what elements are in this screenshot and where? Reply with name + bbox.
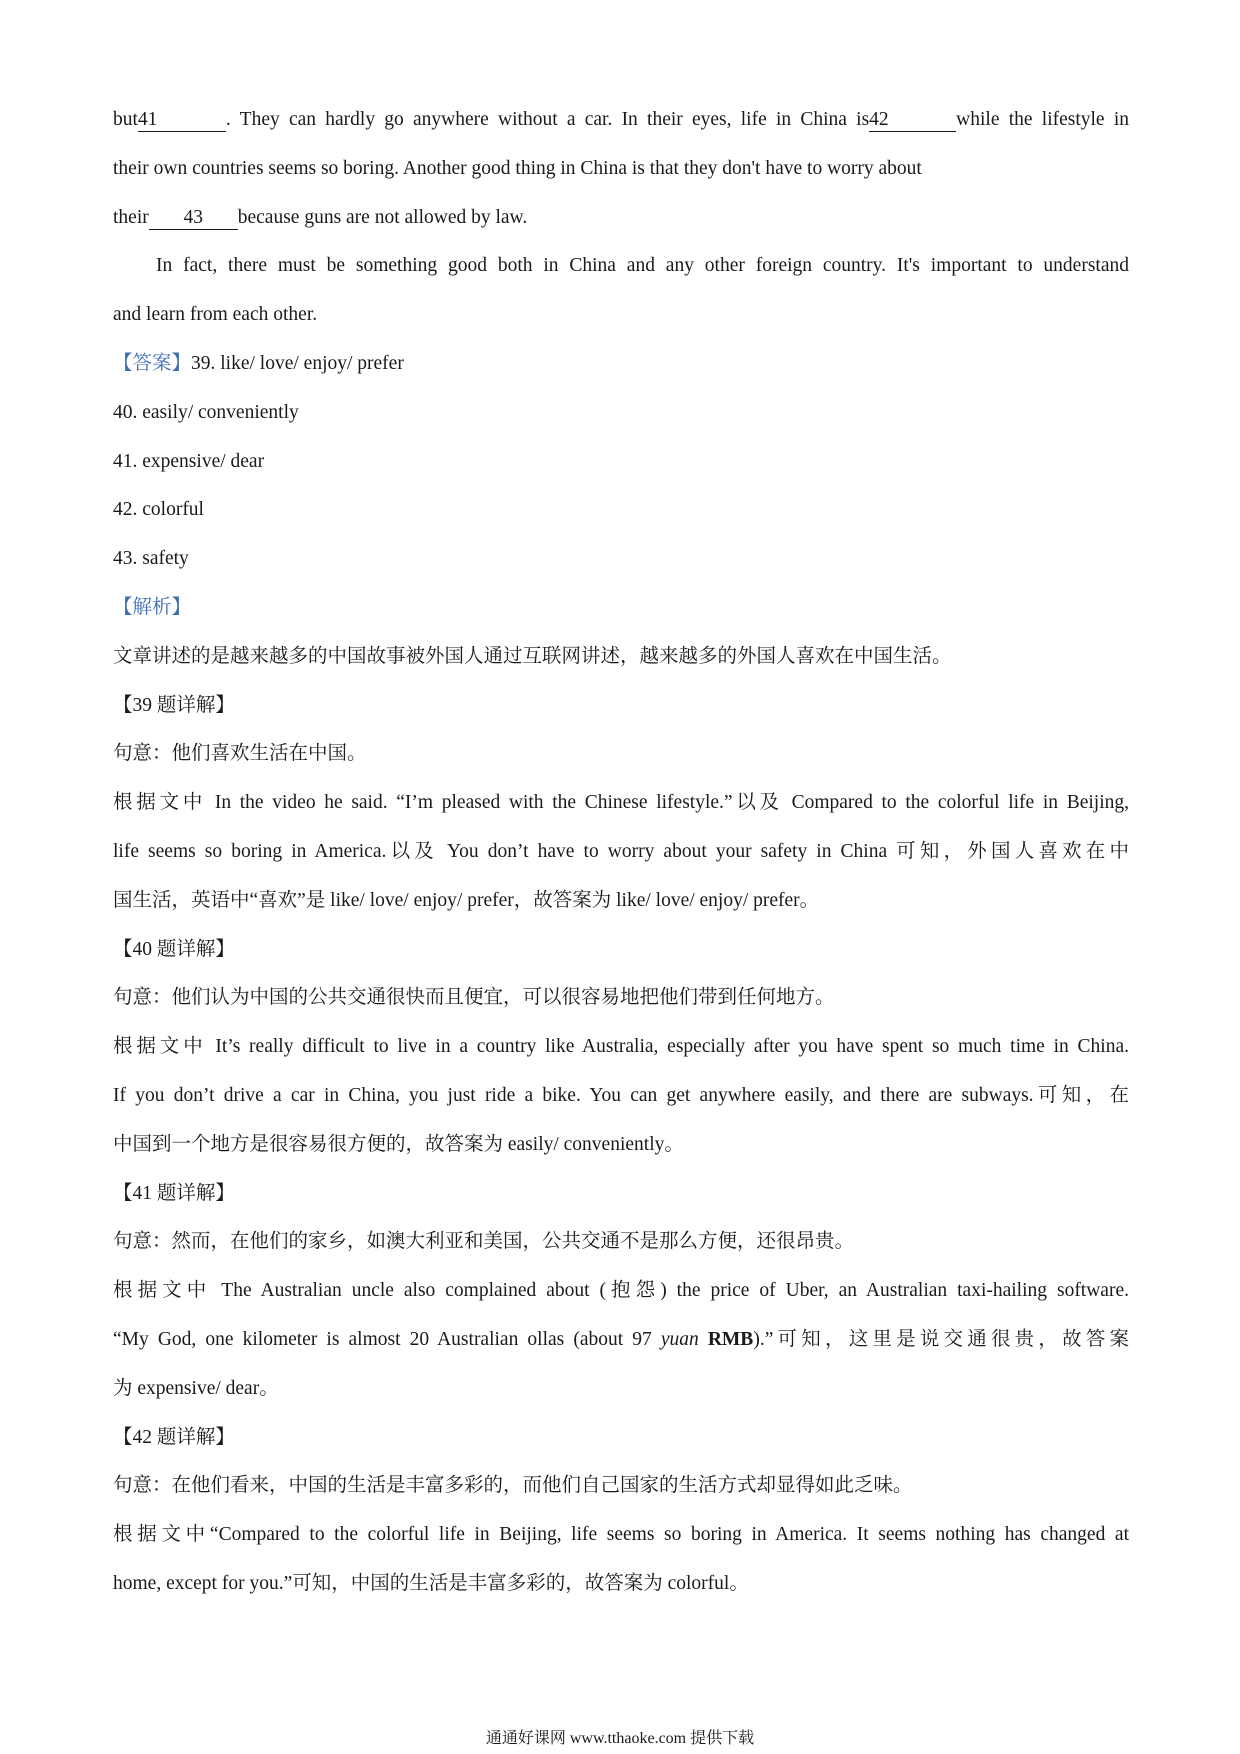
q40-meaning: 句意：他们认为中国的公共交通很快而且便宜，可以很容易地把他们带到任何地方。 xyxy=(113,987,835,1009)
answer-40: 40. easily/ conveniently xyxy=(113,401,299,423)
q40-line-2: If you don’t drive a car in China, you just ride a bike. You can get anywhere easily, and there are subways.可知，在 xyxy=(113,1084,1129,1106)
q41-meaning: 句意：然而，在他们的家乡，如澳大利亚和美国，公共交通不是那么方便，还很昂贵。 xyxy=(113,1231,855,1253)
q39-line-3: 国生活，英语中“喜欢”是 like/ love/ enjoy/ prefer，故答案为 like/ love/ enjoy/ prefer。 xyxy=(113,889,820,911)
answer-tag: 【答案】 xyxy=(113,352,192,374)
q42-line-1: 根据文中“Compared to the colorful life in Beijing, life seems so boring in America. It seems nothing has changed at xyxy=(113,1524,1129,1546)
passage-line-2: their own countries seems so boring. Another good thing in China is that they don't have to worry about xyxy=(113,157,922,179)
answer-43: 43. safety xyxy=(113,548,189,570)
q39-meaning: 句意：他们喜欢生活在中国。 xyxy=(113,743,367,765)
q42-heading: 【42 题详解】 xyxy=(113,1426,235,1448)
passage-line-1: but41 . They can hardly go anywhere without a car. In their eyes, life in China is42 while the lifestyle in xyxy=(113,109,1129,130)
q41-line-2: “My God, one kilometer is almost 20 Australian ollas (about 97 yuan RMB).”可知，这里是说交通很贵，故答案 xyxy=(113,1328,1130,1350)
q39-heading: 【39 题详解】 xyxy=(113,694,235,716)
q39-line-1: 根据文中 In the video he said. “I’m pleased with the Chinese lifestyle.”以及 Compared to the colorful life in Beijing, xyxy=(113,792,1129,814)
passage-line-4: In fact, there must be something good both in China and any other foreign country. It's important to understand xyxy=(156,255,1129,277)
document-page xyxy=(113,96,1129,1609)
blank-43: 43 xyxy=(149,207,238,230)
passage-line-5: and learn from each other. xyxy=(113,304,318,326)
q42-meaning: 句意：在他们看来，中国的生活是丰富多彩的，而他们自己国家的生活方式却显得如此乏味。 xyxy=(113,1475,913,1497)
q40-heading: 【40 题详解】 xyxy=(113,938,235,960)
q42-line-2: home, except for you.”可知，中国的生活是丰富多彩的，故答案为 colorful。 xyxy=(113,1572,749,1594)
page-footer: 通通好课网 www.tthaoke.com 提供下载 xyxy=(485,1730,755,1747)
q41-line-1: 根据文中 The Australian uncle also complained about (抱怨) the price of Uber, an Australian taxi-hailing software. xyxy=(113,1280,1129,1302)
blank-41: 41 xyxy=(138,109,226,132)
answer-39: 【答案】39. like/ love/ enjoy/ prefer xyxy=(113,352,404,374)
blank-42: 42 xyxy=(869,109,956,132)
analysis-summary: 文章讲述的是越来越多的中国故事被外国人通过互联网讲述，越来越多的外国人喜欢在中国生活。 xyxy=(113,645,952,667)
q39-line-2: life seems so boring in America.以及 You don’t have to worry about your safety in China 可知，外国人喜欢在中 xyxy=(113,840,1129,862)
q40-line-1: 根据文中 It’s really difficult to live in a country like Australia, especially after you have spent so much time in China. xyxy=(113,1036,1129,1058)
answer-41: 41. expensive/ dear xyxy=(113,450,265,472)
q41-line-3: 为 expensive/ dear。 xyxy=(113,1377,279,1399)
answer-42: 42. colorful xyxy=(113,499,204,521)
passage-line-3: their 43 because guns are not allowed by law. xyxy=(113,206,528,228)
q40-line-3: 中国到一个地方是很容易很方便的，故答案为 easily/ conveniently。 xyxy=(113,1133,684,1155)
analysis-tag: 【解析】 xyxy=(113,596,192,618)
q41-heading: 【41 题详解】 xyxy=(113,1182,235,1204)
